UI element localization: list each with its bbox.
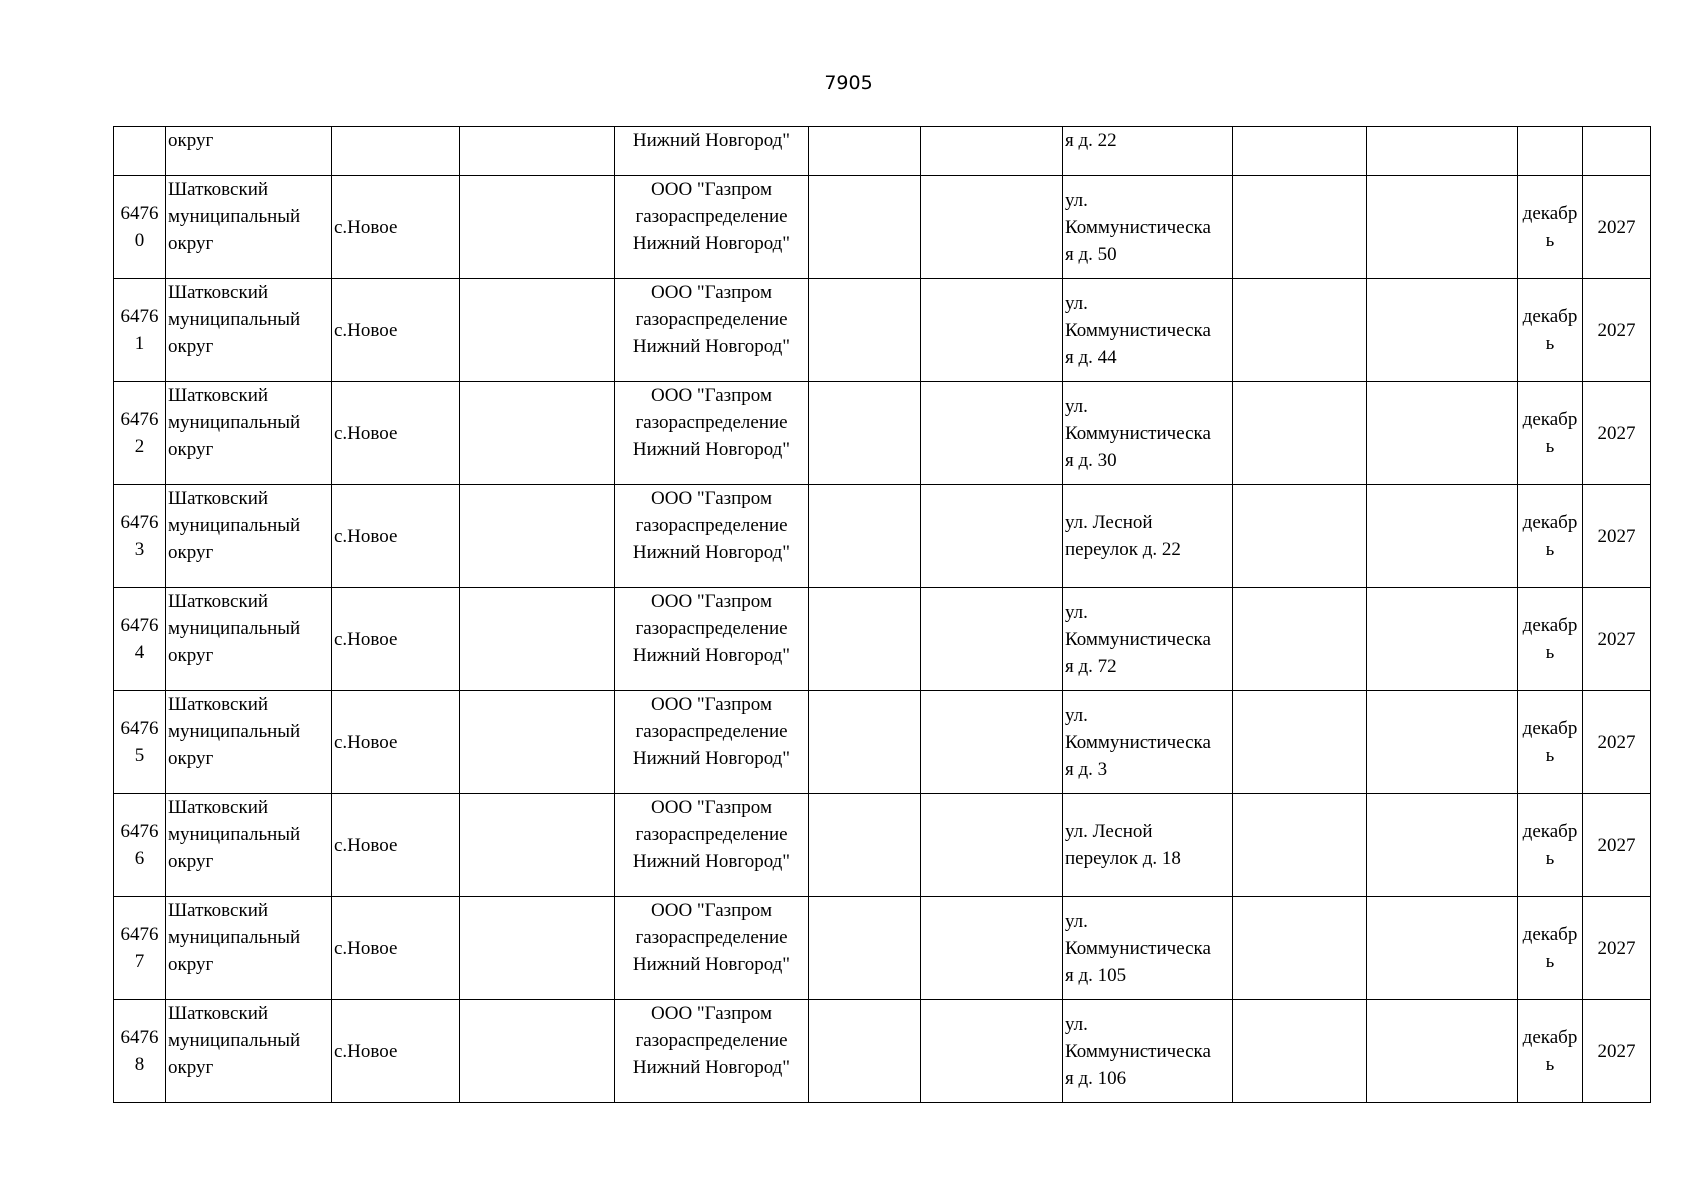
cell-num: 6476 8 [114,1000,166,1103]
table-row [114,1000,1651,1103]
cell-empty [1367,279,1518,382]
cell-empty [1367,176,1518,279]
cell-organization: ООО "Газпром газораспределение Нижний Новгород" [615,176,809,279]
cell-empty [1367,1000,1518,1103]
cell-num: 6476 6 [114,794,166,897]
cell-empty [921,897,1063,1000]
cell-year: 2027 [1583,382,1651,485]
cell-empty [809,485,921,588]
cell-settlement: с.Новое [332,588,460,691]
cell-month [1518,127,1583,176]
cell-empty [460,485,615,588]
cell-empty [921,691,1063,794]
cell-empty [460,1000,615,1103]
table-row [114,588,1651,691]
cell-empty [460,588,615,691]
cell-empty [921,382,1063,485]
cell-district: Шатковский муниципальный округ [166,485,332,588]
cell-num: 6476 5 [114,691,166,794]
cell-empty [809,176,921,279]
cell-year: 2027 [1583,176,1651,279]
cell-empty [460,127,615,176]
cell-organization: ООО "Газпром газораспределение Нижний Новгород" [615,794,809,897]
cell-year [1583,127,1651,176]
cell-empty [1367,588,1518,691]
cell-empty [1367,897,1518,1000]
cell-year: 2027 [1583,588,1651,691]
cell-empty [809,382,921,485]
cell-empty [1233,279,1367,382]
cell-settlement: с.Новое [332,279,460,382]
cell-organization: ООО "Газпром газораспределение Нижний Новгород" [615,1000,809,1103]
cell-empty [1233,485,1367,588]
cell-empty [921,1000,1063,1103]
cell-month: декабр ь [1518,485,1583,588]
cell-district: Шатковский муниципальный округ [166,382,332,485]
cell-num: 6476 0 [114,176,166,279]
cell-empty [1233,127,1367,176]
cell-settlement: с.Новое [332,382,460,485]
cell-num: 6476 1 [114,279,166,382]
cell-empty [1233,176,1367,279]
cell-empty [1367,794,1518,897]
table-row [114,176,1651,279]
cell-empty [1233,897,1367,1000]
cell-empty [460,691,615,794]
cell-settlement [332,127,460,176]
cell-address: ул. Коммунистическа я д. 30 [1063,382,1233,485]
cell-empty [460,897,615,1000]
cell-settlement: с.Новое [332,176,460,279]
cell-empty [809,897,921,1000]
cell-num: 6476 4 [114,588,166,691]
cell-district: Шатковский муниципальный округ [166,1000,332,1103]
cell-empty [809,588,921,691]
cell-month: декабр ь [1518,382,1583,485]
cell-num: 6476 3 [114,485,166,588]
cell-month: декабр ь [1518,794,1583,897]
cell-num [114,127,166,176]
cell-organization: ООО "Газпром газораспределение Нижний Новгород" [615,691,809,794]
cell-empty [809,279,921,382]
cell-month: декабр ь [1518,279,1583,382]
cell-district: округ [166,127,332,176]
cell-settlement: с.Новое [332,485,460,588]
cell-empty [1233,382,1367,485]
cell-empty [460,794,615,897]
table-row [114,794,1651,897]
cell-year: 2027 [1583,279,1651,382]
cell-settlement: с.Новое [332,1000,460,1103]
table-row [114,382,1651,485]
cell-empty [809,1000,921,1103]
cell-year: 2027 [1583,485,1651,588]
cell-settlement: с.Новое [332,691,460,794]
cell-district: Шатковский муниципальный округ [166,279,332,382]
cell-empty [921,127,1063,176]
data-table [113,126,1651,1103]
cell-month: декабр ь [1518,897,1583,1000]
cell-address: ул. Коммунистическа я д. 3 [1063,691,1233,794]
cell-empty [460,176,615,279]
cell-organization: ООО "Газпром газораспределение Нижний Новгород" [615,279,809,382]
cell-district: Шатковский муниципальный округ [166,794,332,897]
cell-empty [460,279,615,382]
cell-month: декабр ь [1518,1000,1583,1103]
cell-empty [921,176,1063,279]
cell-address: ул. Коммунистическа я д. 105 [1063,897,1233,1000]
cell-year: 2027 [1583,691,1651,794]
cell-organization: Нижний Новгород" [615,127,809,176]
cell-empty [921,794,1063,897]
cell-empty [460,382,615,485]
cell-empty [921,279,1063,382]
cell-empty [1367,127,1518,176]
table-row [114,897,1651,1000]
cell-district: Шатковский муниципальный округ [166,588,332,691]
cell-num: 6476 2 [114,382,166,485]
cell-address: ул. Коммунистическа я д. 106 [1063,1000,1233,1103]
cell-empty [1233,1000,1367,1103]
cell-empty [809,691,921,794]
cell-year: 2027 [1583,1000,1651,1103]
cell-address: ул. Коммунистическа я д. 72 [1063,588,1233,691]
cell-empty [1233,588,1367,691]
cell-empty [1367,382,1518,485]
cell-empty [1233,794,1367,897]
cell-empty [809,127,921,176]
cell-settlement: с.Новое [332,794,460,897]
table-row [114,691,1651,794]
cell-organization: ООО "Газпром газораспределение Нижний Новгород" [615,382,809,485]
cell-organization: ООО "Газпром газораспределение Нижний Новгород" [615,897,809,1000]
cell-empty [921,588,1063,691]
cell-num: 6476 7 [114,897,166,1000]
cell-empty [809,794,921,897]
cell-month: декабр ь [1518,176,1583,279]
cell-address: я д. 22 [1063,127,1233,176]
cell-empty [1233,691,1367,794]
cell-empty [1367,691,1518,794]
cell-year: 2027 [1583,794,1651,897]
table-body [114,127,1651,1103]
table-row [114,485,1651,588]
cell-empty [921,485,1063,588]
cell-year: 2027 [1583,897,1651,1000]
cell-address: ул. Лесной переулок д. 22 [1063,485,1233,588]
cell-district: Шатковский муниципальный округ [166,897,332,1000]
cell-address: ул. Коммунистическа я д. 44 [1063,279,1233,382]
cell-organization: ООО "Газпром газораспределение Нижний Новгород" [615,588,809,691]
cell-empty [1367,485,1518,588]
cell-organization: ООО "Газпром газораспределение Нижний Новгород" [615,485,809,588]
table-row-continuation [114,127,1651,176]
table-row [114,279,1651,382]
cell-address: ул. Лесной переулок д. 18 [1063,794,1233,897]
cell-settlement: с.Новое [332,897,460,1000]
cell-month: декабр ь [1518,588,1583,691]
cell-district: Шатковский муниципальный округ [166,691,332,794]
cell-month: декабр ь [1518,691,1583,794]
cell-address: ул. Коммунистическа я д. 50 [1063,176,1233,279]
page-number: 7905 [824,72,873,94]
cell-district: Шатковский муниципальный округ [166,176,332,279]
